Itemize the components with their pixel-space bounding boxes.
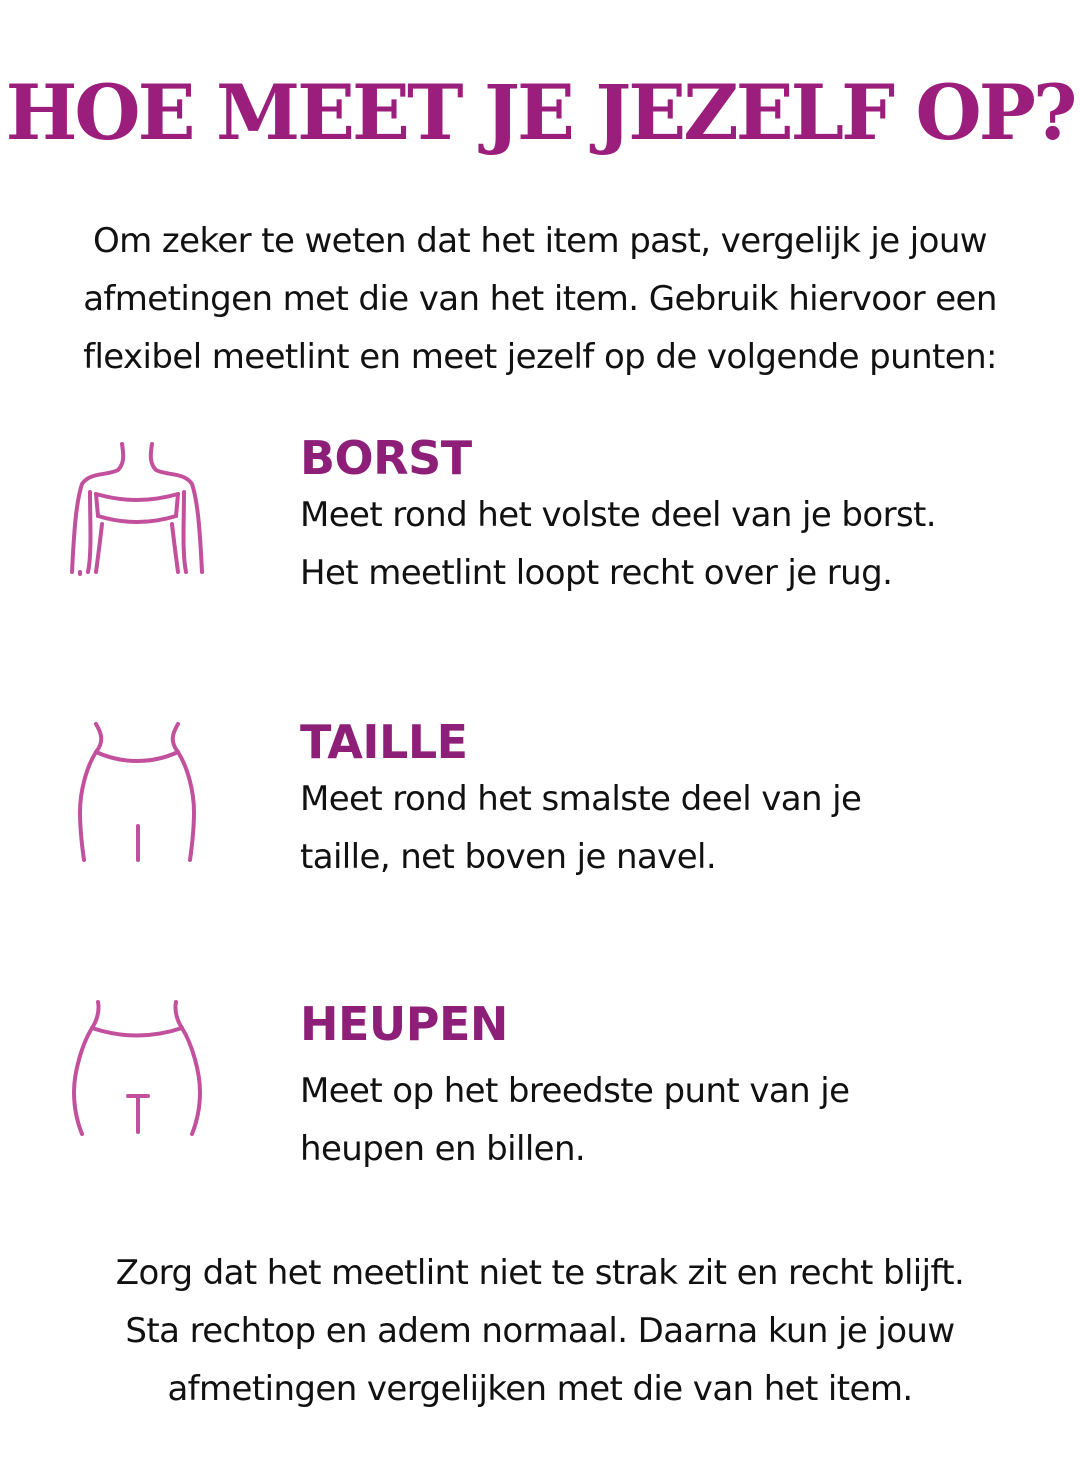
outro-line: afmetingen vergelijken met die van het item. — [167, 1369, 913, 1409]
section-heading: TAILLE — [300, 715, 468, 769]
intro-line: afmetingen met die van het item. Gebruik hiervoor een — [83, 279, 997, 319]
section-line: Meet op het breedste punt van je — [300, 1071, 850, 1111]
section-heading: HEUPEN — [300, 997, 508, 1051]
section-text — [300, 486, 1060, 602]
intro-text — [0, 212, 1080, 386]
section-line: heupen en billen. — [300, 1129, 586, 1169]
outro-line: Sta rechtop en adem normaal. Daarna kun je jouw — [125, 1311, 955, 1351]
section-line: Meet rond het volste deel van je borst. — [300, 495, 936, 535]
section-heading: BORST — [300, 431, 472, 485]
section-borst — [300, 430, 1060, 602]
section-line: taille, net boven je navel. — [300, 837, 717, 877]
outro-text — [0, 1244, 1080, 1418]
page-title: HOE MEET JE JEZELF OP? — [5, 68, 1075, 157]
section-taille — [300, 714, 1060, 886]
section-heupen — [300, 996, 1060, 1178]
hip-measure-icon — [62, 992, 212, 1162]
section-text — [300, 770, 1060, 886]
intro-line: flexibel meetlint en meet jezelf op de volgende punten: — [83, 337, 997, 377]
section-text — [300, 1062, 1060, 1178]
bust-measure-icon — [62, 432, 212, 602]
waist-measure-icon — [62, 712, 212, 882]
section-line: Het meetlint loopt recht over je rug. — [300, 553, 893, 593]
outro-line: Zorg dat het meetlint niet te strak zit en recht blijft. — [115, 1253, 965, 1293]
section-line: Meet rond het smalste deel van je — [300, 779, 862, 819]
intro-line: Om zeker te weten dat het item past, vergelijk je jouw — [92, 221, 988, 261]
